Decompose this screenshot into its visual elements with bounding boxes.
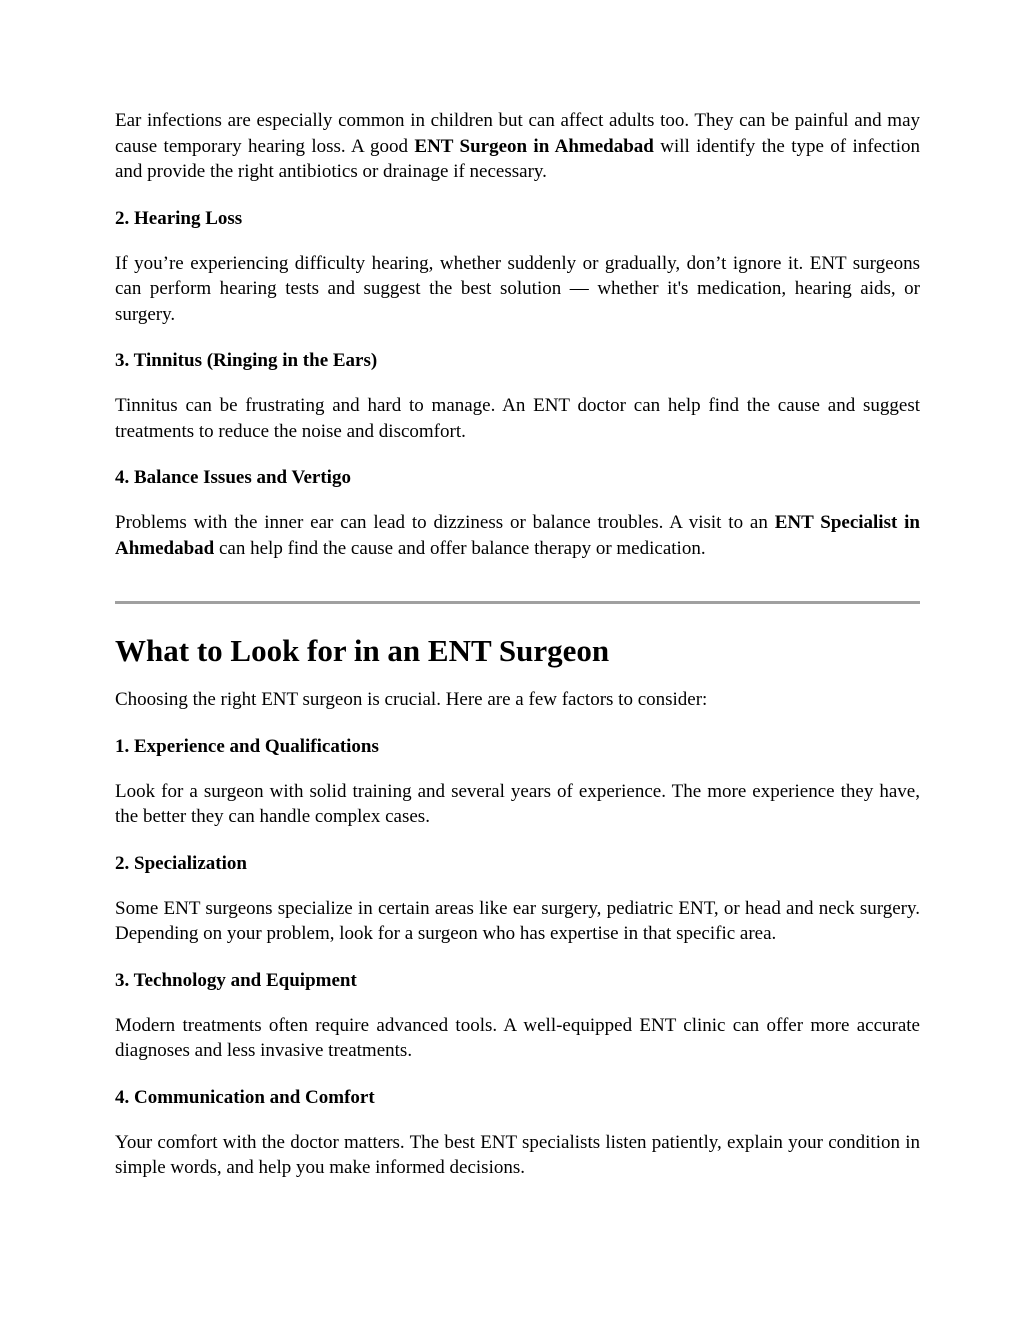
- section-divider: [115, 601, 920, 604]
- tinnitus-paragraph: Tinnitus can be frustrating and hard to manage. An ENT doctor can help find the cause and suggest treatments to reduce the noise and discomfort.: [115, 395, 920, 442]
- section-intro: Choosing the right ENT surgeon is crucial. Here are a few factors to consider:: [115, 689, 708, 710]
- ent-surgeon-ahmedabad-keyword: ENT Surgeon in Ahmedabad: [414, 135, 654, 157]
- balance-paragraph: [115, 510, 920, 561]
- factor-heading-experience: 1. Experience and Qualifications: [115, 735, 379, 757]
- factor-paragraph-technology: Modern treatments often require advanced tools. A well-equipped ENT clinic can offer more accurate diagnoses and less invasive treatments.: [115, 1014, 920, 1061]
- factor-heading-technology: 3. Technology and Equipment: [115, 969, 357, 991]
- section-title: What to Look for in an ENT Surgeon: [115, 633, 610, 668]
- balance-text-2: can help find the cause and offer balance therapy or medication.: [214, 537, 706, 559]
- ent-specialist-ahmedabad-keyword: ENT Specialist in Ahmedabad: [115, 512, 920, 559]
- hearing-loss-paragraph: If you’re experiencing difficulty hearing, whether suddenly or gradually, don’t ignore it. ENT surgeons can perform hearing tests and suggest the best solution — whether it's medication, hearing aids, or surgery.: [115, 252, 920, 325]
- tinnitus-heading: 3. Tinnitus (Ringing in the Ears): [115, 350, 378, 371]
- factor-heading-communication: 4. Communication and Comfort: [115, 1086, 375, 1108]
- hearing-loss-heading: 2. Hearing Loss: [115, 207, 243, 229]
- document-page: [115, 108, 920, 1181]
- balance-heading: 4. Balance Issues and Vertigo: [115, 467, 351, 488]
- ear-infections-text-2: will identify the type of infection and provide the right antibiotics or drainage if necessary.: [115, 135, 921, 182]
- factor-heading-specialization: 2. Specialization: [115, 852, 247, 874]
- factor-paragraph-specialization: Some ENT surgeons specialize in certain areas like ear surgery, pediatric ENT, or head and neck surgery. Depending on your problem, look for a surgeon who has expertise in that specific area.: [115, 897, 920, 944]
- balance-text-1: Problems with the inner ear can lead to dizziness or balance troubles. A visit to an: [115, 512, 775, 533]
- ear-infections-text-1: Ear infections are especially common in children but can affect adults too. They can be painful and may cause temporary hearing loss. A good: [115, 110, 920, 157]
- factor-paragraph-communication: Your comfort with the doctor matters. The best ENT specialists listen patiently, explain your condition in simple words, and help you make informed decisions.: [115, 1131, 920, 1178]
- ear-infections-paragraph: [115, 108, 920, 185]
- factor-paragraph-experience: Look for a surgeon with solid training and several years of experience. The more experience they have, the better they can handle complex cases.: [115, 780, 920, 827]
